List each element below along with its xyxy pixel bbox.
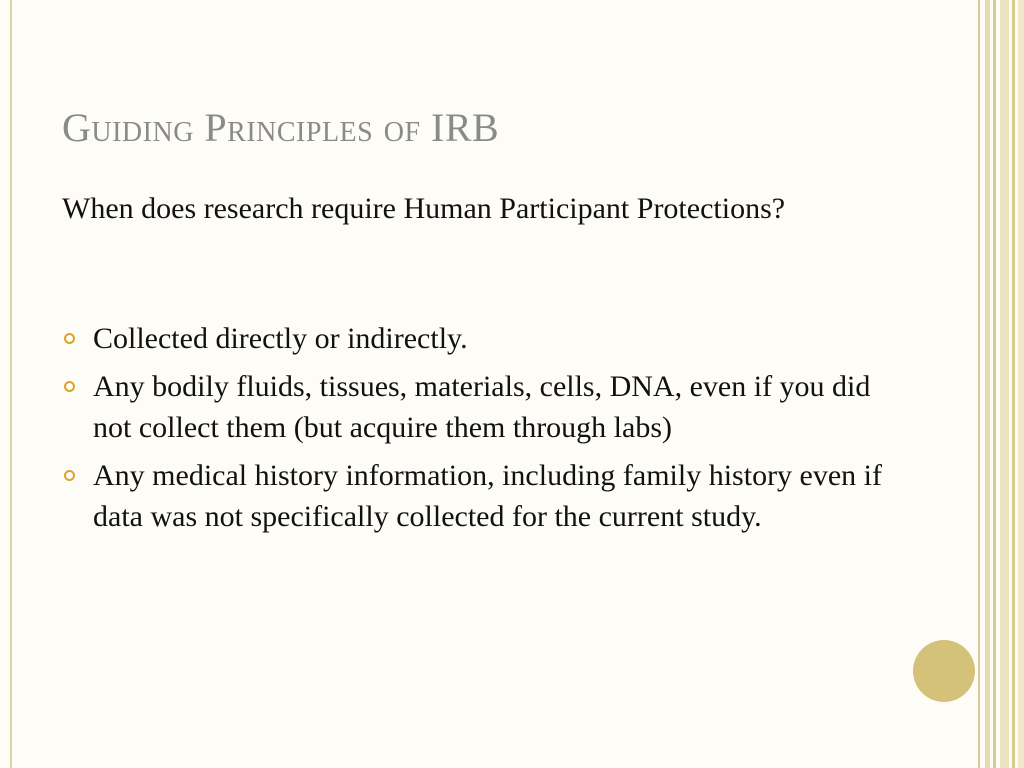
list-item (62, 366, 892, 448)
slide-title: Guiding Principles of IRB (62, 105, 500, 150)
ring-bullet-icon (64, 381, 75, 392)
right-decorative-stripe (1000, 0, 1009, 768)
ring-bullet-icon (64, 333, 75, 344)
bullet-text: Collected directly or indirectly. (93, 322, 468, 355)
right-decorative-stripe (1012, 0, 1015, 768)
right-decorative-stripe (993, 0, 996, 768)
decorative-circle (913, 640, 975, 702)
right-decorative-stripe (978, 0, 980, 768)
intro-question: When does research require Human Participant Protections? (62, 192, 786, 225)
right-decorative-stripe (1018, 0, 1024, 768)
list-item (62, 455, 892, 537)
bullet-text: Any medical history information, including family history even if data was not specifically collected for the current study. (93, 459, 883, 533)
left-border-rule (10, 0, 12, 768)
bullet-list (62, 318, 892, 544)
list-item (62, 318, 892, 359)
bullet-text: Any bodily fluids, tissues, materials, cells, DNA, even if you did not collect them (but acquire them through labs) (93, 370, 871, 444)
right-decorative-stripe (985, 0, 990, 768)
ring-bullet-icon (64, 470, 75, 481)
